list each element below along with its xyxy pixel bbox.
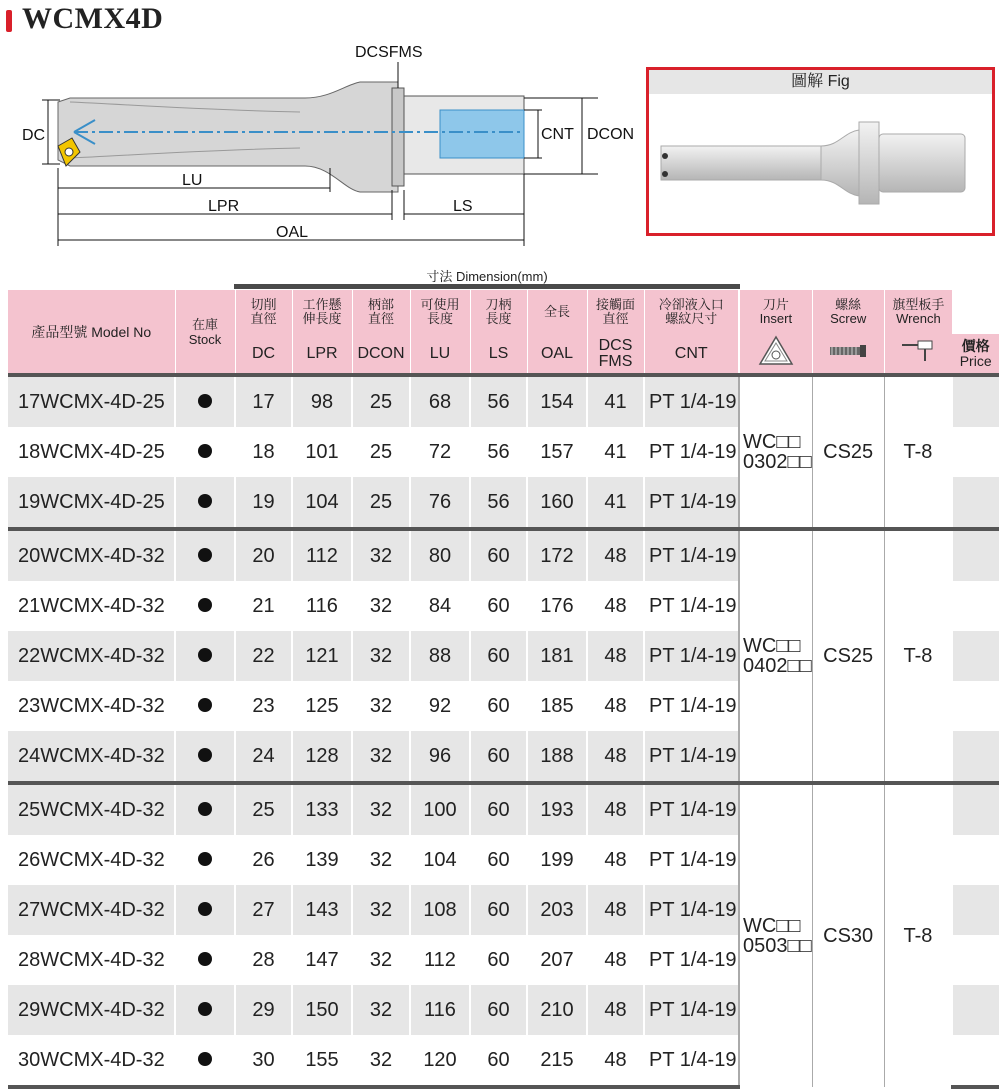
cell-dc: 21 [235, 581, 292, 631]
screw-code: CS25 [812, 375, 884, 529]
cell-ls: 60 [470, 731, 527, 783]
label-oal: OAL [276, 224, 309, 241]
dimension-caption-rule [234, 284, 740, 289]
table-row-model: 24WCMX-4D-32 [8, 731, 175, 783]
header-price-spacer [952, 290, 999, 334]
cell-dc: 19 [235, 477, 292, 529]
header-dcon-cn: 柄部 直徑 [352, 290, 410, 334]
cell-lpr: 155 [292, 1035, 352, 1087]
insert-code: WC□□ 0402□□ [739, 529, 812, 783]
cell-dcsfms: 41 [587, 477, 644, 529]
cell-oal: 193 [527, 783, 587, 835]
cell-lpr: 139 [292, 835, 352, 885]
cell-dcsfms: 48 [587, 835, 644, 885]
label-lu: LU [182, 172, 203, 189]
table-row-model: 29WCMX-4D-32 [8, 985, 175, 1035]
table-row-model: 21WCMX-4D-32 [8, 581, 175, 631]
cell-dcon: 32 [352, 783, 410, 835]
price-cell [952, 835, 999, 885]
wrench-code: T-8 [884, 783, 952, 1087]
price-cell [952, 783, 999, 835]
flange-shape [392, 88, 404, 186]
cell-oal: 154 [527, 375, 587, 427]
stock-indicator [175, 731, 235, 783]
cell-ls: 60 [470, 985, 527, 1035]
cell-oal: 215 [527, 1035, 587, 1087]
cell-dc: 23 [235, 681, 292, 731]
cell-dcsfms: 48 [587, 935, 644, 985]
cell-oal: 199 [527, 835, 587, 885]
figure-panel [646, 67, 995, 236]
cell-oal: 160 [527, 477, 587, 529]
cell-dcon: 32 [352, 985, 410, 1035]
cell-dcon: 32 [352, 529, 410, 581]
drill-body-shape [58, 82, 398, 192]
stock-indicator [175, 375, 235, 427]
stock-indicator [175, 935, 235, 985]
cell-lu: 108 [410, 885, 470, 935]
cell-cnt: PT 1/4-19 [644, 985, 739, 1035]
cell-dcon: 32 [352, 1035, 410, 1087]
header-dc-cn: 切削 直徑 [235, 290, 292, 334]
tool-dimension-drawing [0, 40, 640, 255]
cell-cnt: PT 1/4-19 [644, 835, 739, 885]
cell-dcon: 25 [352, 427, 410, 477]
cell-lpr: 121 [292, 631, 352, 681]
cell-dcsfms: 48 [587, 631, 644, 681]
cell-dcsfms: 48 [587, 885, 644, 935]
price-cell [952, 477, 999, 529]
cell-dc: 28 [235, 935, 292, 985]
cell-lpr: 98 [292, 375, 352, 427]
header-screw: 螺絲 Screw [812, 290, 884, 334]
insert-icon [739, 334, 812, 375]
cell-cnt: PT 1/4-19 [644, 581, 739, 631]
header-oal-cn: 全長 [527, 290, 587, 334]
cell-lu: 120 [410, 1035, 470, 1087]
header-lu-cn: 可使用 長度 [410, 290, 470, 334]
cell-lpr: 147 [292, 935, 352, 985]
cell-cnt: PT 1/4-19 [644, 631, 739, 681]
label-ls: LS [453, 198, 473, 215]
screw-code: CS30 [812, 783, 884, 1087]
cell-dcsfms: 48 [587, 731, 644, 783]
cell-lpr: 104 [292, 477, 352, 529]
cell-cnt: PT 1/4-19 [644, 783, 739, 835]
cell-lpr: 112 [292, 529, 352, 581]
cell-lu: 116 [410, 985, 470, 1035]
cell-dc: 27 [235, 885, 292, 935]
cell-lu: 104 [410, 835, 470, 885]
price-cell [952, 427, 999, 477]
cell-dcsfms: 48 [587, 581, 644, 631]
cell-cnt: PT 1/4-19 [644, 885, 739, 935]
table-row-model: 18WCMX-4D-25 [8, 427, 175, 477]
cell-cnt: PT 1/4-19 [644, 477, 739, 529]
cell-dc: 26 [235, 835, 292, 885]
cell-dcsfms: 48 [587, 681, 644, 731]
stock-indicator [175, 835, 235, 885]
cell-dcsfms: 48 [587, 985, 644, 1035]
header-dcsfms: DCS FMS [587, 334, 644, 375]
cell-cnt: PT 1/4-19 [644, 681, 739, 731]
table-row-model: 22WCMX-4D-32 [8, 631, 175, 681]
cell-dcon: 32 [352, 731, 410, 783]
stock-indicator [175, 885, 235, 935]
cell-ls: 60 [470, 529, 527, 581]
wrench-code: T-8 [884, 375, 952, 529]
drill-photo-illustration [649, 94, 992, 233]
table-row-model: 27WCMX-4D-32 [8, 885, 175, 935]
header-ls-cn: 刀柄 長度 [470, 290, 527, 334]
price-cell [952, 1035, 999, 1087]
cell-oal: 188 [527, 731, 587, 783]
cell-dc: 20 [235, 529, 292, 581]
cell-dcon: 32 [352, 885, 410, 935]
cell-dc: 24 [235, 731, 292, 783]
table-row-model: 30WCMX-4D-32 [8, 1035, 175, 1087]
label-lpr: LPR [208, 198, 240, 215]
cell-oal: 203 [527, 885, 587, 935]
cell-oal: 172 [527, 529, 587, 581]
cell-lu: 100 [410, 783, 470, 835]
cell-ls: 60 [470, 935, 527, 985]
stock-indicator [175, 681, 235, 731]
stock-indicator [175, 631, 235, 681]
price-cell [952, 581, 999, 631]
page-title: WCMX4D [22, 2, 164, 35]
cell-dcon: 32 [352, 581, 410, 631]
cell-cnt: PT 1/4-19 [644, 375, 739, 427]
cell-oal: 210 [527, 985, 587, 1035]
cell-dc: 29 [235, 985, 292, 1035]
header-dcsfms-cn: 接觸面 直徑 [587, 290, 644, 334]
header-stock [175, 290, 235, 375]
cell-ls: 56 [470, 427, 527, 477]
cell-oal: 207 [527, 935, 587, 985]
stock-indicator [175, 529, 235, 581]
cell-oal: 181 [527, 631, 587, 681]
cell-lpr: 125 [292, 681, 352, 731]
cell-dcsfms: 48 [587, 529, 644, 581]
table-row-model: 26WCMX-4D-32 [8, 835, 175, 885]
cell-ls: 60 [470, 581, 527, 631]
cell-cnt: PT 1/4-19 [644, 427, 739, 477]
header-model: 產品型號 Model No [8, 290, 175, 375]
label-dcon: DCON [587, 126, 635, 143]
label-dcsfms: DCSFMS [355, 44, 423, 61]
cell-lu: 84 [410, 581, 470, 631]
stock-indicator [175, 581, 235, 631]
cell-lu: 72 [410, 427, 470, 477]
cell-dcsfms: 48 [587, 1035, 644, 1087]
header-ls: LS [470, 334, 527, 375]
cell-dcon: 32 [352, 681, 410, 731]
cell-dc: 17 [235, 375, 292, 427]
cell-dcsfms: 41 [587, 427, 644, 477]
table-row-model: 17WCMX-4D-25 [8, 375, 175, 427]
cell-oal: 185 [527, 681, 587, 731]
insert-code: WC□□ 0503□□ [739, 783, 812, 1087]
header-stock-cn: 在庫 [191, 316, 218, 332]
cell-ls: 60 [470, 631, 527, 681]
cell-lu: 112 [410, 935, 470, 985]
label-dc: DC [22, 127, 46, 144]
header-wrench: 旗型板手 Wrench [884, 290, 952, 334]
cell-lpr: 143 [292, 885, 352, 935]
header-oal: OAL [527, 334, 587, 375]
cell-lpr: 128 [292, 731, 352, 783]
cell-lu: 92 [410, 681, 470, 731]
cell-ls: 56 [470, 375, 527, 427]
cell-cnt: PT 1/4-19 [644, 1035, 739, 1087]
table-row-model: 23WCMX-4D-32 [8, 681, 175, 731]
stock-indicator [175, 477, 235, 529]
cell-lu: 88 [410, 631, 470, 681]
dimension-caption: 寸法 Dimension(mm) [426, 269, 548, 284]
cell-dc: 18 [235, 427, 292, 477]
header-cnt-cn: 冷卻液入口 螺紋尺寸 [644, 290, 739, 334]
stock-indicator [175, 1035, 235, 1087]
cell-dcon: 32 [352, 631, 410, 681]
label-cnt: CNT [541, 126, 574, 143]
cell-dcsfms: 48 [587, 783, 644, 835]
cell-dc: 25 [235, 783, 292, 835]
cell-cnt: PT 1/4-19 [644, 731, 739, 783]
cell-ls: 60 [470, 885, 527, 935]
stock-indicator [175, 783, 235, 835]
cell-dcon: 32 [352, 835, 410, 885]
insert-code: WC□□ 0302□□ [739, 375, 812, 529]
title-accent-bar [6, 10, 12, 32]
cell-lu: 68 [410, 375, 470, 427]
table-row-model: 28WCMX-4D-32 [8, 935, 175, 985]
cell-cnt: PT 1/4-19 [644, 529, 739, 581]
header-cnt: CNT [644, 334, 739, 375]
price-cell [952, 631, 999, 681]
cell-lu: 76 [410, 477, 470, 529]
cell-dc: 22 [235, 631, 292, 681]
cell-lpr: 101 [292, 427, 352, 477]
price-cell [952, 529, 999, 581]
cell-dcsfms: 41 [587, 375, 644, 427]
cell-dc: 30 [235, 1035, 292, 1087]
cell-ls: 60 [470, 835, 527, 885]
header-price: 價格 Price [952, 334, 999, 375]
cell-lpr: 133 [292, 783, 352, 835]
cell-ls: 60 [470, 1035, 527, 1087]
header-dc: DC [235, 334, 292, 375]
coolant-thread-shape [440, 110, 524, 158]
figure-header: 圖解 Fig [649, 70, 992, 94]
stock-indicator [175, 427, 235, 477]
header-insert: 刀片 Insert [739, 290, 812, 334]
cell-dcon: 25 [352, 477, 410, 529]
price-cell [952, 681, 999, 731]
wrench-icon [884, 334, 952, 375]
spec-table [8, 290, 999, 1089]
screw-icon [812, 334, 884, 375]
table-row-model: 25WCMX-4D-32 [8, 783, 175, 835]
cell-ls: 56 [470, 477, 527, 529]
cell-dcon: 32 [352, 935, 410, 985]
header-stock-en: Stock [188, 331, 222, 347]
cell-lu: 80 [410, 529, 470, 581]
cell-dcon: 25 [352, 375, 410, 427]
header-lpr: LPR [292, 334, 352, 375]
wrench-code: T-8 [884, 529, 952, 783]
cell-lpr: 150 [292, 985, 352, 1035]
cell-lu: 96 [410, 731, 470, 783]
stock-indicator [175, 985, 235, 1035]
price-cell [952, 885, 999, 935]
header-dcon: DCON [352, 334, 410, 375]
price-cell [952, 985, 999, 1035]
cell-ls: 60 [470, 783, 527, 835]
price-cell [952, 375, 999, 427]
cell-oal: 176 [527, 581, 587, 631]
price-cell [952, 731, 999, 783]
cell-cnt: PT 1/4-19 [644, 935, 739, 985]
price-cell [952, 935, 999, 985]
screw-code: CS25 [812, 529, 884, 783]
header-lu: LU [410, 334, 470, 375]
cell-lpr: 116 [292, 581, 352, 631]
cell-ls: 60 [470, 681, 527, 731]
table-row-model: 20WCMX-4D-32 [8, 529, 175, 581]
table-row-model: 19WCMX-4D-25 [8, 477, 175, 529]
header-lpr-cn: 工作懸 伸長度 [292, 290, 352, 334]
cell-oal: 157 [527, 427, 587, 477]
